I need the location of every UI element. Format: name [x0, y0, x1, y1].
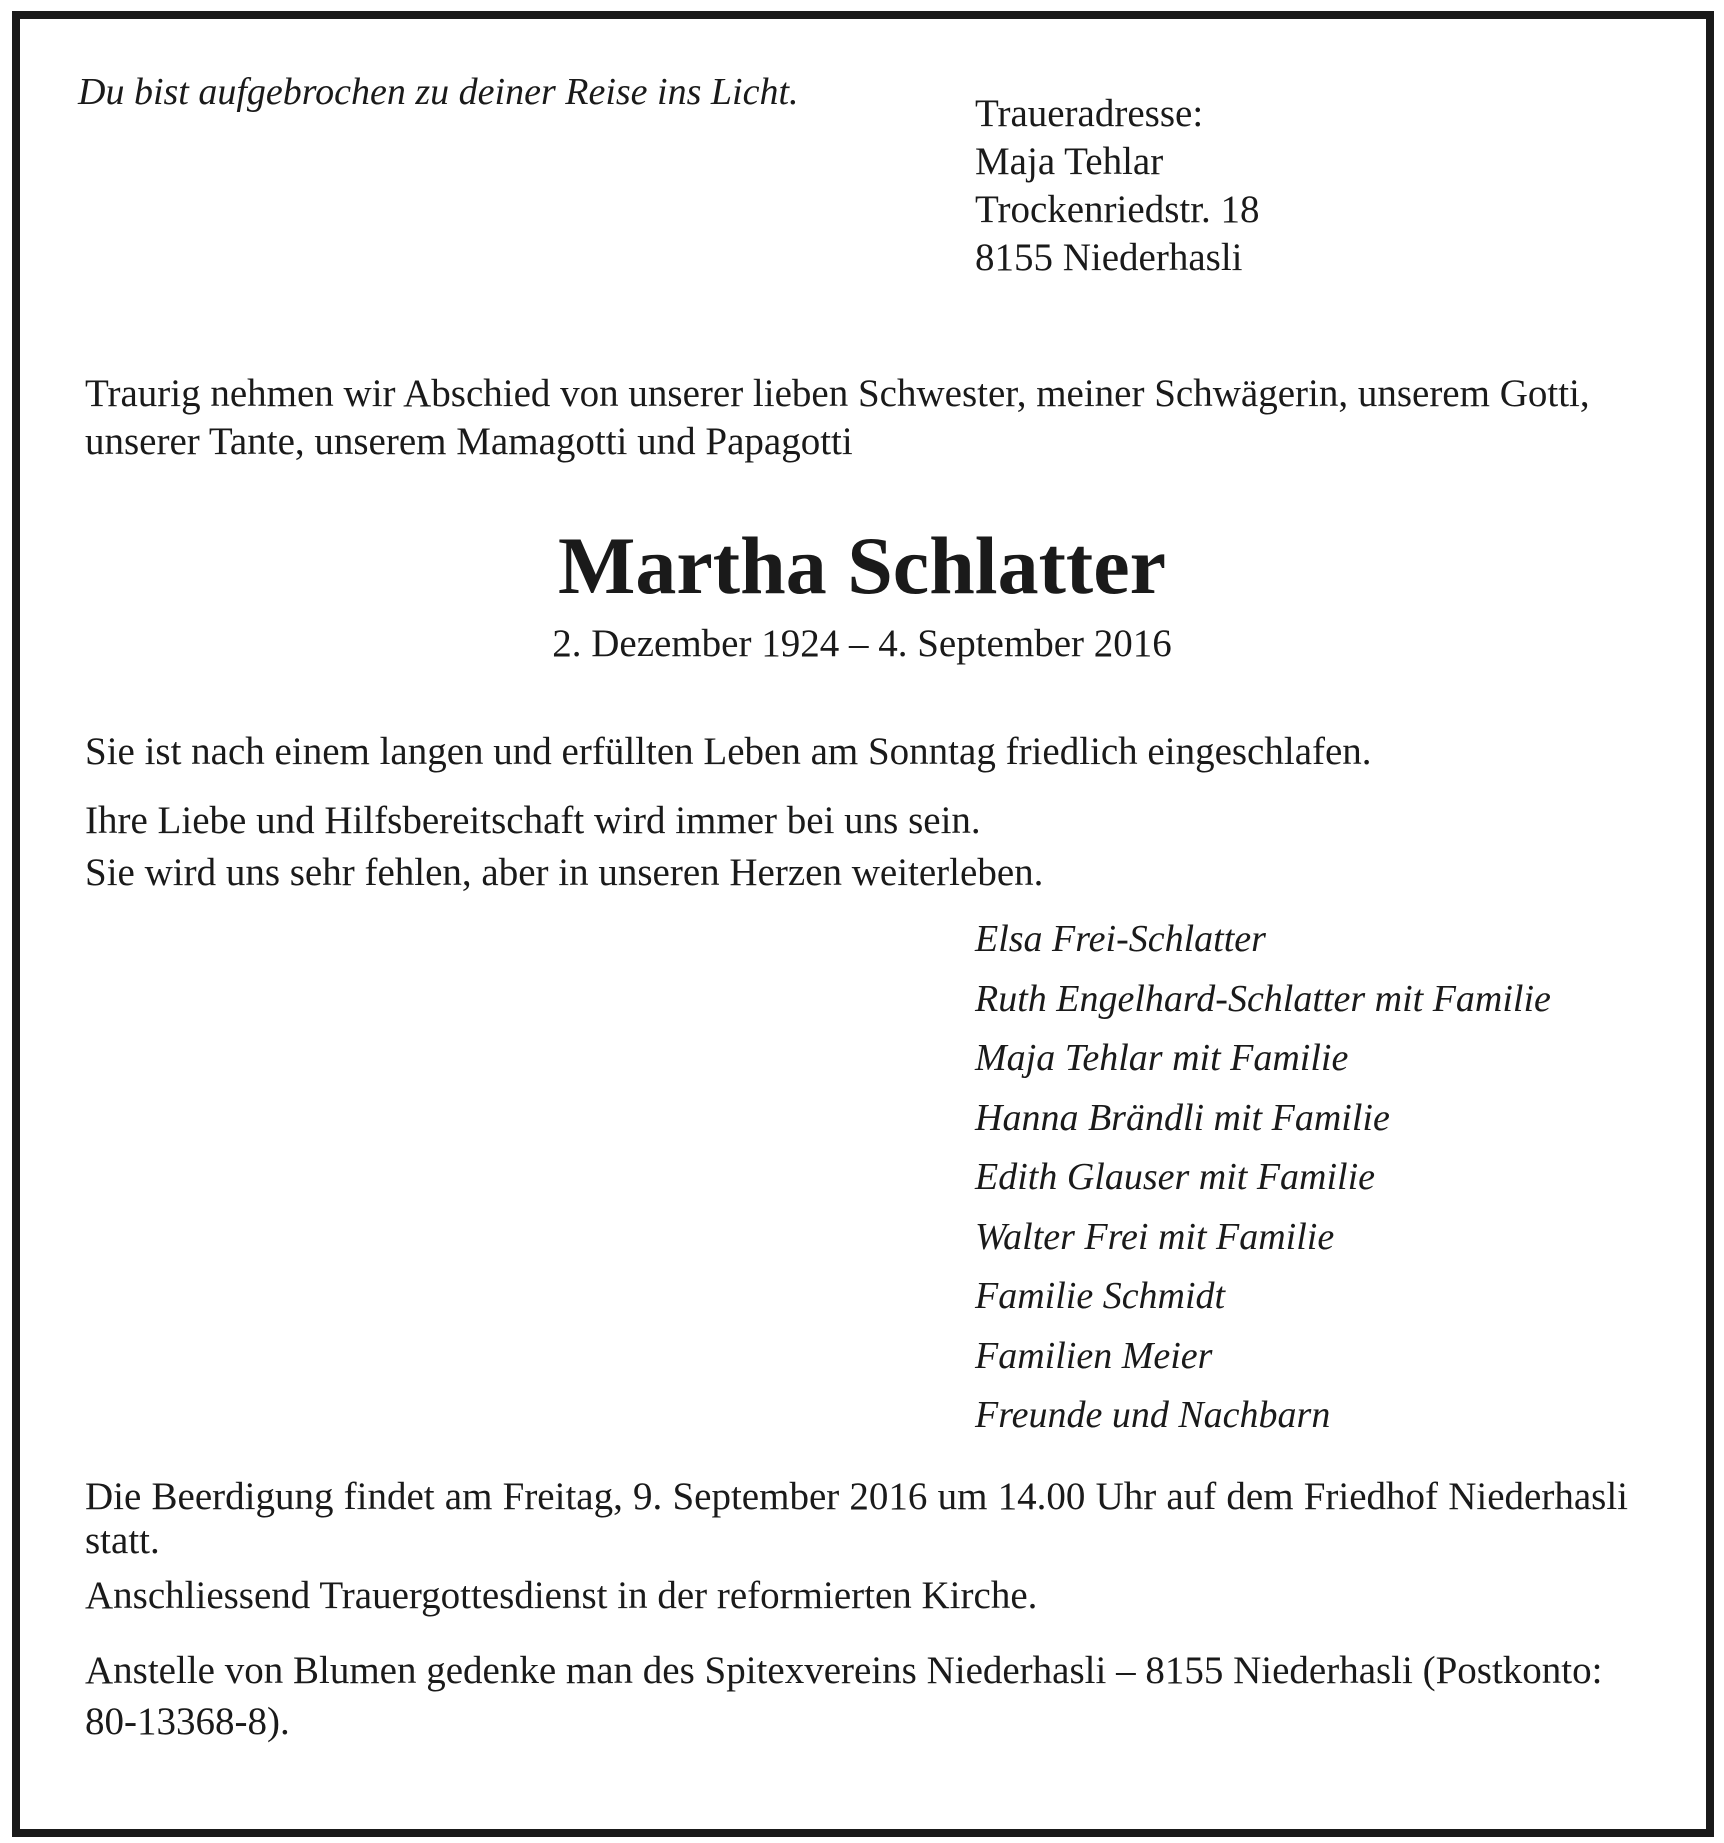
deceased-name: Martha Schlatter [558, 520, 1166, 611]
life-dates: 2. Dezember 1924 – 4. September 2016 [552, 622, 1172, 665]
love-line-2: Sie wird uns sehr fehlen, aber in unseren Herzen weiterleben. [85, 851, 1044, 894]
address-city: 8155 Niederhasli [975, 236, 1243, 279]
mourners-list [975, 910, 1551, 1446]
mourning-address [975, 90, 1260, 282]
love-paragraph [85, 795, 1043, 899]
address-name: Maja Tehlar [975, 140, 1164, 183]
mourner-item: Walter Frei mit Familie [975, 1215, 1335, 1258]
donation-info: Anstelle von Blumen gedenke man des Spitexvereins Niederhasli – 8155 Niederhasli (Postkonto: 80-13368-8). [85, 1649, 1603, 1743]
mourner-item: Hanna Brändli mit Familie [975, 1096, 1390, 1139]
mourner-item: Elsa Frei-Schlatter [975, 918, 1266, 960]
mourner-item: Familien Meier [975, 1334, 1213, 1377]
mourner-item: Freunde und Nachbarn [975, 1394, 1331, 1436]
mourner-item: Familie Schmidt [975, 1275, 1226, 1317]
love-line-1: Ihre Liebe und Hilfsbereitschaft wird immer bei uns sein. [85, 799, 981, 842]
mourner-item: Edith Glauser mit Familie [975, 1156, 1376, 1198]
address-heading: Traueradresse: [975, 92, 1204, 135]
mourner-item: Ruth Engelhard-Schlatter mit Familie [975, 977, 1551, 1020]
mourner-item: Maja Tehlar mit Familie [975, 1037, 1349, 1079]
address-street: Trockenriedstr. 18 [975, 188, 1260, 231]
motto: Du bist aufgebrochen zu deiner Reise ins Licht. [78, 71, 799, 113]
peaceful-paragraph: Sie ist nach einem langen und erfüllten Leben am Sonntag friedlich eingeschlafen. [85, 730, 1372, 773]
service-info: Anschliessend Trauergottesdienst in der reformierten Kirche. [85, 1574, 1038, 1617]
intro-text: Traurig nehmen wir Abschied von unserer lieben Schwester, meiner Schwägerin, unserem Gotti, unserer Tante, unserem Mamagotti und Papagotti [85, 372, 1590, 463]
funeral-info: Die Beerdigung findet am Freitag, 9. September 2016 um 14.00 Uhr auf dem Friedhof Niederhasli statt. [85, 1475, 1628, 1562]
